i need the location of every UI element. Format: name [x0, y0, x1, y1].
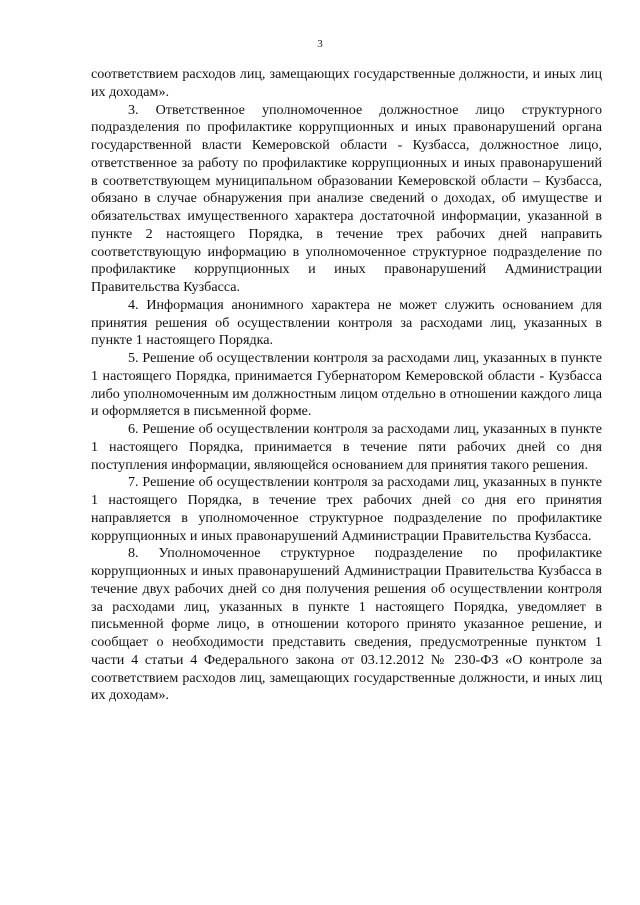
- page-number: 3: [317, 38, 323, 50]
- paragraph-item-8: 8. Уполномоченное структурное подразделение по профилактике коррупционных и иных правонарушений Администрации Правительства Кузбасса в течение двух рабочих дней со дня получения решения об осуществлении контроля за расходами лиц, указанных в пункте 1 настоящего Порядка, уведомляет в письменной форме лицо, в отношении которого принято указанное решение, и сообщает о необходимости представить сведения, предусмотренные пунктом 1 части 4 статьи 4 Федерального закона от 03.12.2012 № 230-ФЗ «О контроле за соответствием расходов лиц, замещающих государственные должности, и иных лиц их доходам».: [91, 545, 602, 704]
- document-body: [91, 66, 602, 705]
- paragraph-item-3: 3. Ответственное уполномоченное должностное лицо структурного подразделения по профилактике коррупционных и иных правонарушений органа государственной власти Кемеровской области - Кузбасса, должностное лицо, ответственное за работу по профилактике коррупционных и иных правонарушений в соответствующем муниципальном образовании Кемеровской области – Кузбасса, обязано в случае обнаружения при анализе сведений о доходах, об имуществе и обязательствах имущественного характера достаточной информации, указанной в пункте 2 настоящего Порядка, в течение трех рабочих дней направить соответствующую информацию в уполномоченное структурное подразделение по профилактике коррупционных и иных правонарушений Администрации Правительства Кузбасса.: [91, 101, 602, 295]
- paragraph-item-7: 7. Решение об осуществлении контроля за расходами лиц, указанных в пункте 1 настоящего Порядка, в течение трех рабочих дней со дня его принятия направляется в уполномоченное структурное подразделение по профилактике коррупционных и иных правонарушений Администрации Правительства Кузбасса.: [91, 474, 602, 544]
- paragraph-continuation: соответствием расходов лиц, замещающих государственные должности, и иных лиц их доходам».: [91, 66, 602, 100]
- paragraph-item-6: 6. Решение об осуществлении контроля за расходами лиц, указанных в пункте 1 настоящего Порядка, принимается в течение пяти рабочих дней со дня поступления информации, являющейся основанием для принятия такого решения.: [91, 421, 602, 473]
- paragraph-item-5: 5. Решение об осуществлении контроля за расходами лиц, указанных в пункте 1 настоящего Порядка, принимается Губернатором Кемеровской области - Кузбасса либо уполномоченным им должностным лицом отдельно в отношении каждого лица и оформляется в письменной форме.: [91, 350, 602, 420]
- paragraph-item-4: 4. Информация анонимного характера не может служить основанием для принятия решения об осуществлении контроля за расходами лиц, указанных в пункте 1 настоящего Порядка.: [91, 296, 602, 349]
